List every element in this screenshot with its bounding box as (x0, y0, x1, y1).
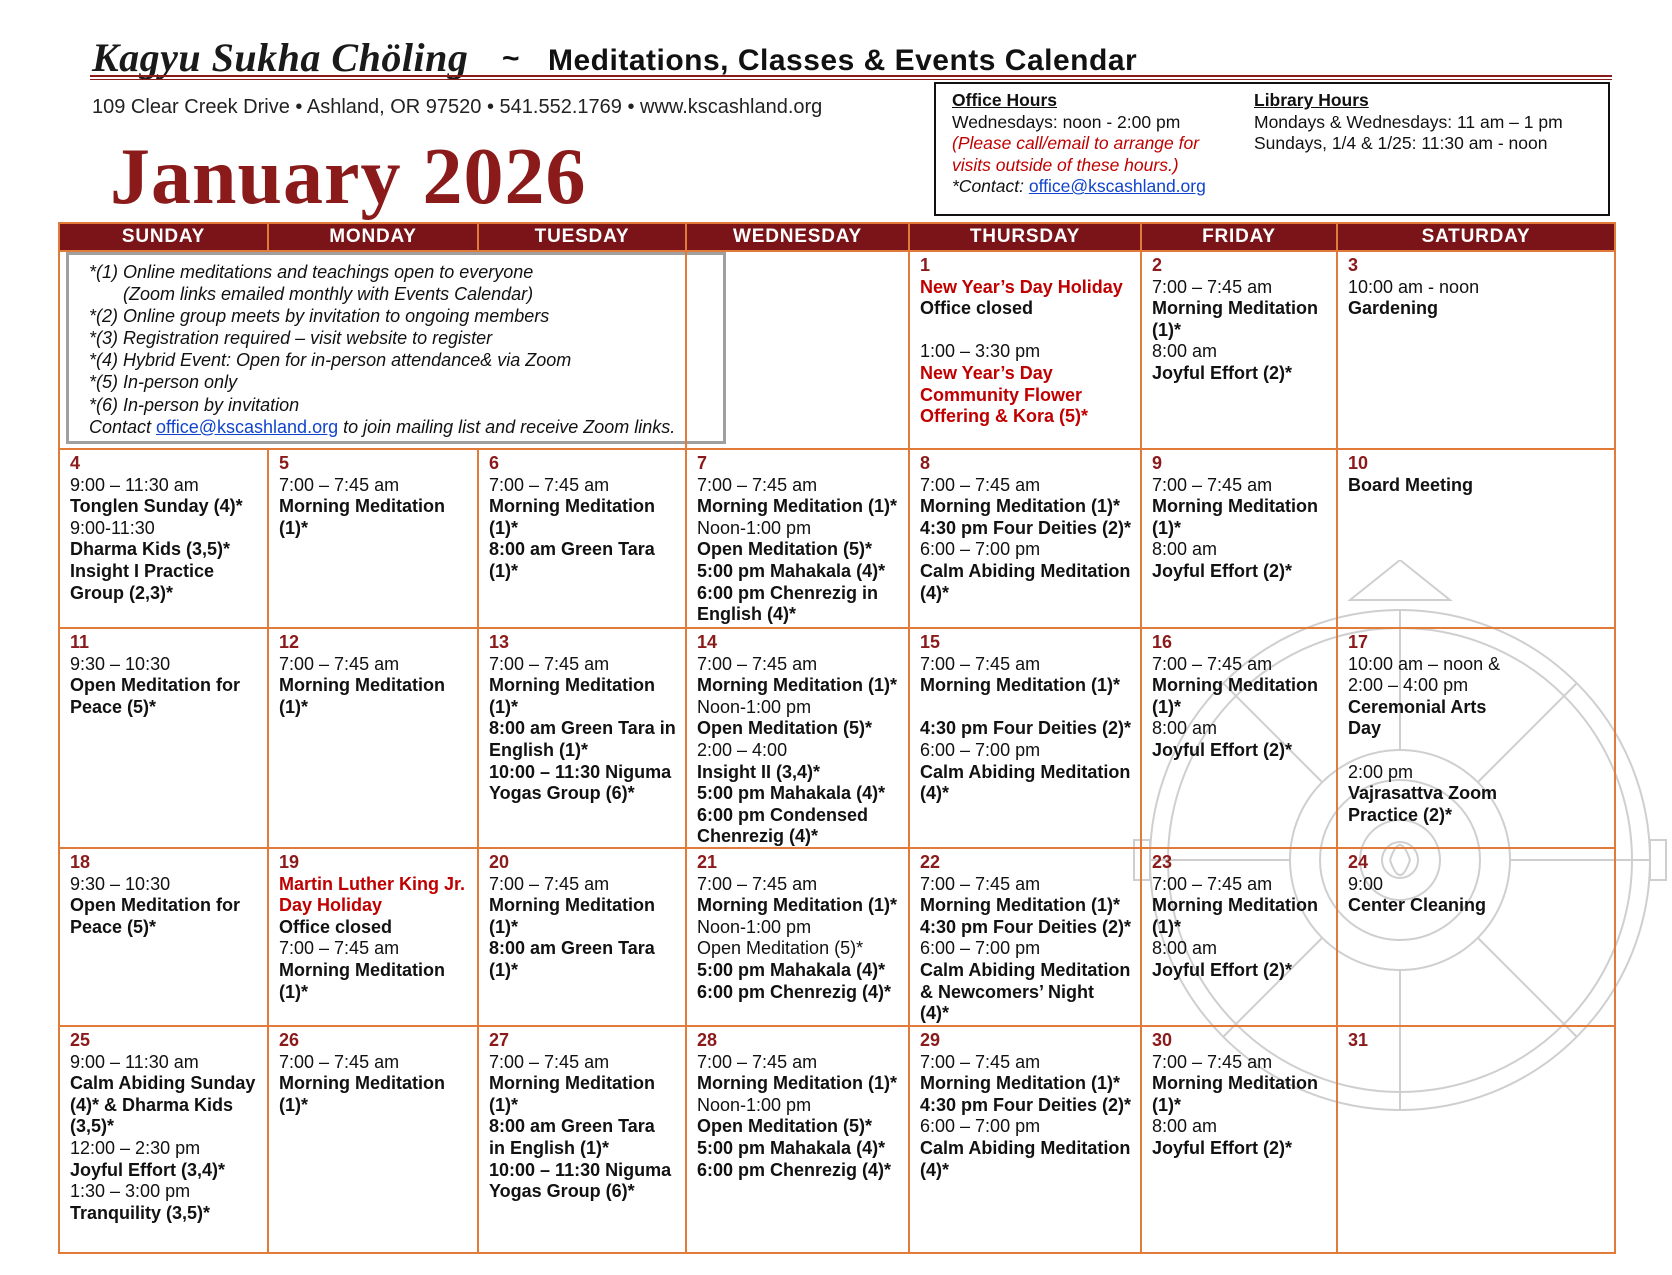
weekday-thursday: THURSDAY (908, 222, 1142, 252)
event-line: (1)* (279, 981, 309, 1002)
event-line: 7:00 – 7:45 am (1152, 276, 1273, 297)
event-line: 2:00 pm (1348, 761, 1414, 782)
day-number: 17 (1348, 632, 1369, 652)
day-cell-29[interactable] (908, 1025, 1142, 1254)
event-line: 8:00 am (1152, 938, 1218, 959)
event-line: 7:00 – 7:45 am (489, 1051, 610, 1072)
event-line: (1)* (489, 560, 519, 581)
event-line: Morning Meditation (1152, 298, 1318, 319)
day-cell-23[interactable] (1140, 847, 1338, 1027)
day-number: 10 (1348, 453, 1369, 473)
event-line: (1)* (279, 696, 309, 717)
day-number: 14 (697, 632, 718, 652)
event-line: Noon-1:00 pm (697, 916, 812, 937)
contact-suffix: to join mailing list and receive Zoom links. (338, 416, 676, 437)
event-line: 2:00 – 4:00 (697, 739, 788, 760)
day-number: 6 (489, 453, 500, 473)
event-line: (3,5)* (70, 1116, 115, 1137)
day-number: 3 (1348, 255, 1359, 275)
day-cell-31[interactable] (1336, 1025, 1616, 1254)
event-line: Morning Meditation (1)* (697, 895, 897, 916)
event-line: Morning Meditation (279, 496, 445, 517)
event-line: Peace (5)* (70, 696, 157, 717)
event-line: Calm Abiding Sunday (70, 1073, 256, 1094)
office-hours-note-1: (Please call/email to arrange for (952, 133, 1200, 153)
event-line: (4)* (920, 783, 950, 804)
event-line: Morning Meditation (1)* (920, 496, 1120, 517)
event-line: 7:00 – 7:45 am (697, 873, 818, 894)
event-line: 6:00 pm Chenrezig (4)* (697, 981, 892, 1002)
event-line: 7:00 – 7:45 am (920, 653, 1041, 674)
event-line: 9:00-11:30 (70, 517, 155, 538)
day-cell-3[interactable] (1336, 250, 1616, 450)
event-line: 8:00 am (1152, 1116, 1218, 1137)
calendar-title: Meditations, Classes & Events Calendar (548, 44, 1138, 77)
weekday-sunday: SUNDAY (58, 222, 269, 252)
event-line: 6:00 – 7:00 pm (920, 1116, 1041, 1137)
event-line: Office closed (920, 298, 1034, 319)
day-number: 22 (920, 852, 941, 872)
header-rule-thin (90, 79, 1612, 80)
event-line: 7:00 – 7:45 am (489, 474, 610, 495)
event-line: Center Cleaning (1348, 895, 1487, 916)
event-line: Joyful Effort (2)* (1152, 560, 1293, 581)
event-line: Yogas Group (6)* (489, 1181, 635, 1202)
event-spacer (920, 320, 1132, 342)
event-line: 7:00 – 7:45 am (279, 474, 400, 495)
event-line: 6:00 pm Condensed (697, 804, 869, 825)
event-line: 8:00 am (1152, 539, 1218, 560)
event-line: 10:00 am – noon & (1348, 653, 1501, 674)
day-number: 16 (1152, 632, 1173, 652)
day-cell-7[interactable] (685, 448, 910, 629)
day-cell-22[interactable] (908, 847, 1142, 1027)
event-line: 8:00 am (1152, 341, 1218, 362)
event-line: 10:00 am - noon (1348, 276, 1480, 297)
event-line: (1)* (1152, 1094, 1182, 1115)
event-line: Insight I Practice (70, 560, 215, 581)
event-line: Calm Abiding Meditation (920, 959, 1131, 980)
day-number: 9 (1152, 453, 1163, 473)
event-line: Noon-1:00 pm (697, 1094, 812, 1115)
event-line: 7:00 – 7:45 am (279, 653, 400, 674)
event-line: (1)* (489, 916, 519, 937)
event-line: 7:00 – 7:45 am (1152, 474, 1273, 495)
day-cell-28[interactable] (685, 1025, 910, 1254)
event-line: 10:00 – 11:30 Niguma (489, 761, 672, 782)
event-line: Morning Meditation (1152, 1073, 1318, 1094)
event-line: 7:00 – 7:45 am (489, 873, 610, 894)
day-number: 12 (279, 632, 300, 652)
legend-email-link[interactable]: office@kscashland.org (156, 416, 339, 437)
address-line: 109 Clear Creek Drive • Ashland, OR 97520 • 541.552.1769 • www.kscashland.org (92, 96, 823, 118)
event-line: 4:30 pm Four Deities (2)* (920, 916, 1132, 937)
event-line: 9:00 – 11:30 am (70, 474, 199, 495)
event-line: (4)* (920, 582, 950, 603)
day-cell-21[interactable] (685, 847, 910, 1027)
legend-line: *(5) In-person only (89, 372, 238, 393)
event-line: 8:00 am Green Tara (489, 1116, 655, 1137)
day-number: 15 (920, 632, 941, 652)
event-line: 7:00 – 7:45 am (279, 938, 400, 959)
day-cell-9[interactable] (1140, 448, 1338, 629)
library-hours (1254, 90, 1563, 155)
event-line: (1)* (1152, 916, 1182, 937)
event-line: Open Meditation (5)* (697, 938, 864, 959)
event-line: Open Meditation (5)* (697, 718, 872, 739)
weekday-friday: FRIDAY (1140, 222, 1338, 252)
day-cell-11[interactable] (58, 627, 269, 849)
day-cell-5[interactable] (267, 448, 479, 629)
event-line: 7:00 – 7:45 am (1152, 1051, 1273, 1072)
day-number: 29 (920, 1030, 941, 1050)
day-number: 13 (489, 632, 510, 652)
day-number: 5 (279, 453, 290, 473)
event-line: 8:00 am Green Tara in (489, 718, 676, 739)
event-line: (1)* (1152, 319, 1182, 340)
event-line: Morning Meditation (489, 675, 655, 696)
day-cell-24[interactable] (1336, 847, 1616, 1027)
event-line: in English (1)* (489, 1137, 610, 1158)
contact-prefix: Contact (89, 416, 157, 437)
day-cell-12[interactable] (267, 627, 479, 849)
event-line: 7:00 – 7:45 am (697, 653, 818, 674)
event-line: Calm Abiding Meditation (920, 1137, 1131, 1158)
day-number: 1 (920, 255, 931, 275)
event-line: Joyful Effort (2)* (1152, 362, 1293, 383)
legend-line: *(4) Hybrid Event: Open for in-person attendance& via Zoom (89, 350, 572, 371)
day-cell-empty (685, 250, 910, 450)
day-number: 28 (697, 1030, 718, 1050)
event-line: 4:30 pm Four Deities (2)* (920, 517, 1132, 538)
day-cell-13[interactable] (477, 627, 687, 849)
event-line: Tranquility (3,5)* (70, 1202, 211, 1223)
day-number: 23 (1152, 852, 1173, 872)
event-line: Morning Meditation (1)* (697, 496, 897, 517)
event-line: Community Flower (920, 384, 1083, 405)
event-line: Joyful Effort (3,4)* (70, 1159, 226, 1180)
event-line: (1)* (489, 1094, 519, 1115)
event-line: 7:00 – 7:45 am (697, 474, 818, 495)
event-line: 8:00 am (1152, 718, 1218, 739)
day-number: 4 (70, 453, 81, 473)
event-line: 8:00 am Green Tara (489, 938, 655, 959)
event-line: & Newcomers’ Night (920, 981, 1095, 1002)
event-line: Board Meeting (1348, 474, 1474, 495)
event-line: New Year’s Day (920, 362, 1053, 383)
event-line: Day (1348, 718, 1382, 739)
day-number: 24 (1348, 852, 1369, 872)
weekday-wednesday: WEDNESDAY (685, 222, 910, 252)
event-line: (4)* (920, 1159, 950, 1180)
event-line: 7:00 – 7:45 am (697, 1051, 818, 1072)
event-line: 4:30 pm Four Deities (2)* (920, 718, 1132, 739)
office-contact (952, 176, 1206, 198)
event-line: 10:00 – 11:30 Niguma (489, 1159, 672, 1180)
office-hours-line: Wednesdays: noon - 2:00 pm (952, 111, 1181, 132)
day-cell-17[interactable] (1336, 627, 1616, 849)
day-cell-6[interactable] (477, 448, 687, 629)
event-line: Morning Meditation (1152, 496, 1318, 517)
day-number: 18 (70, 852, 91, 872)
day-cell-16[interactable] (1140, 627, 1338, 849)
event-line: (1)* (489, 517, 519, 538)
event-line: Joyful Effort (2)* (1152, 959, 1293, 980)
event-line: 9:30 – 10:30 (70, 653, 171, 674)
day-number: 20 (489, 852, 510, 872)
event-line: (1)* (1152, 517, 1182, 538)
event-line: 12:00 – 2:30 pm (70, 1137, 201, 1158)
event-line: Morning Meditation (279, 959, 445, 980)
event-line: 6:00 – 7:00 pm (920, 739, 1041, 760)
day-cell-19[interactable] (267, 847, 479, 1027)
event-line: Morning Meditation (1152, 675, 1318, 696)
event-line: 7:00 – 7:45 am (279, 1051, 400, 1072)
event-line: (4)* & Dharma Kids (70, 1094, 234, 1115)
event-line: Morning Meditation (489, 496, 655, 517)
day-cell-10[interactable] (1336, 448, 1616, 629)
event-line: (1)* (1152, 696, 1182, 717)
office-email-link[interactable]: office@kscashland.org (1028, 176, 1206, 196)
day-cell-26[interactable] (267, 1025, 479, 1254)
day-number: 25 (70, 1030, 91, 1050)
day-cell-30[interactable] (1140, 1025, 1338, 1254)
event-line: 5:00 pm Mahakala (4)* (697, 560, 886, 581)
event-line: 8:00 am Green Tara (489, 539, 655, 560)
day-number: 26 (279, 1030, 300, 1050)
event-line: 9:00 – 11:30 am (70, 1051, 199, 1072)
legend-line: *(1) Online meditations and teachings open to everyone (89, 262, 534, 282)
event-line: Insight II (3,4)* (697, 761, 821, 782)
event-line: 5:00 pm Mahakala (4)* (697, 1137, 886, 1158)
event-line: 6:00 – 7:00 pm (920, 938, 1041, 959)
event-line: Open Meditation (5)* (697, 1116, 872, 1137)
office-hours-note-2: visits outside of these hours.) (952, 154, 1179, 175)
day-number: 31 (1348, 1030, 1369, 1050)
event-line: Peace (5)* (70, 916, 157, 937)
day-cell-2[interactable] (1140, 250, 1338, 450)
legend-notes (66, 252, 726, 444)
event-line: 7:00 – 7:45 am (489, 653, 610, 674)
event-line: Calm Abiding Meditation (920, 761, 1131, 782)
event-line: 5:00 pm Mahakala (4)* (697, 959, 886, 980)
event-line: 6:00 pm Chenrezig (4)* (697, 1159, 892, 1180)
event-line: (1)* (489, 696, 519, 717)
hours-box (934, 82, 1610, 216)
header-rule (90, 75, 1612, 77)
day-cell-25[interactable] (58, 1025, 269, 1254)
legend-line: *(2) Online group meets by invitation to ongoing members (89, 306, 550, 327)
event-line: Office closed (279, 916, 393, 937)
event-line: Morning Meditation (279, 1073, 445, 1094)
event-line: Practice (2)* (1348, 804, 1453, 825)
event-line: Group (2,3)* (70, 582, 174, 603)
event-line: 4:30 pm Four Deities (2)* (920, 1094, 1132, 1115)
legend-contact (89, 416, 723, 438)
day-cell-4[interactable] (58, 448, 269, 629)
event-line: Dharma Kids (3,5)* (70, 539, 231, 560)
event-line: 9:00 (1348, 873, 1384, 894)
day-number: 2 (1152, 255, 1163, 275)
event-line: 7:00 – 7:45 am (920, 1051, 1041, 1072)
day-number: 21 (697, 852, 718, 872)
event-spacer (920, 697, 1132, 719)
event-line: Morning Meditation (1152, 895, 1318, 916)
day-cell-15[interactable] (908, 627, 1142, 849)
event-line: Chenrezig (4)* (697, 826, 819, 847)
event-line: (1)* (279, 517, 309, 538)
event-line: Morning Meditation (1)* (697, 675, 897, 696)
event-line: Morning Meditation (279, 675, 445, 696)
event-line: Day Holiday (279, 895, 383, 916)
library-hours-line-2: Sundays, 1/4 & 1/25: 11:30 am - noon (1254, 133, 1548, 153)
event-line: Morning Meditation (1)* (920, 895, 1120, 916)
day-cell-27[interactable] (477, 1025, 687, 1254)
day-cell-20[interactable] (477, 847, 687, 1027)
org-name: Kagyu Sukha Chöling (92, 35, 469, 80)
day-cell-18[interactable] (58, 847, 269, 1027)
event-line: Open Meditation for (70, 895, 240, 916)
event-line: Tonglen Sunday (4)* (70, 496, 243, 517)
event-line: 1:00 – 3:30 pm (920, 341, 1041, 362)
event-line: 7:00 – 7:45 am (920, 873, 1041, 894)
event-line: Joyful Effort (2)* (1152, 1137, 1293, 1158)
title-separator: ~ (502, 42, 520, 75)
office-hours-heading: Office Hours (952, 90, 1058, 110)
event-line: (1)* (489, 959, 519, 980)
event-line: Vajrasattva Zoom (1348, 783, 1498, 804)
event-line: Calm Abiding Meditation (920, 560, 1131, 581)
event-line: Yogas Group (6)* (489, 783, 635, 804)
event-line: Noon-1:00 pm (697, 517, 812, 538)
legend-line: *(6) In-person by invitation (89, 394, 300, 415)
event-line: 7:00 – 7:45 am (1152, 653, 1273, 674)
event-line: Morning Meditation (1)* (697, 1073, 897, 1094)
event-line: Ceremonial Arts (1348, 696, 1487, 717)
event-line: Noon-1:00 pm (697, 696, 812, 717)
event-line: 1:30 – 3:00 pm (70, 1181, 191, 1202)
day-cell-1[interactable] (908, 250, 1142, 450)
library-hours-heading: Library Hours (1254, 90, 1369, 110)
day-number: 30 (1152, 1030, 1173, 1050)
event-line: Offering & Kora (5)* (920, 406, 1089, 427)
weekday-tuesday: TUESDAY (477, 222, 687, 252)
legend-line: *(3) Registration required – visit website to register (89, 328, 493, 349)
event-line: Joyful Effort (2)* (1152, 739, 1293, 760)
day-number: 8 (920, 453, 931, 473)
day-cell-8[interactable] (908, 448, 1142, 629)
event-line: 7:00 – 7:45 am (1152, 873, 1273, 894)
event-line: Morning Meditation (489, 895, 655, 916)
day-number: 11 (70, 632, 90, 652)
event-line: New Year’s Day Holiday (920, 276, 1123, 297)
event-line: 6:00 pm Chenrezig in (697, 582, 879, 603)
event-line: Open Meditation (5)* (697, 539, 872, 560)
month-title: January 2026 (110, 133, 587, 221)
weekday-saturday: SATURDAY (1336, 222, 1616, 252)
event-line: Morning Meditation (1)* (920, 1073, 1120, 1094)
event-line: (1)* (279, 1094, 309, 1115)
library-hours-line-1: Mondays & Wednesdays: 11 am – 1 pm (1254, 111, 1563, 132)
event-spacer (1348, 740, 1606, 762)
event-line: 2:00 – 4:00 pm (1348, 675, 1469, 696)
event-line: 6:00 – 7:00 pm (920, 539, 1041, 560)
day-number: 7 (697, 453, 708, 473)
event-line: Open Meditation for (70, 675, 240, 696)
event-line: Morning Meditation (489, 1073, 655, 1094)
event-line: 9:30 – 10:30 (70, 873, 171, 894)
day-number: 19 (279, 852, 300, 872)
day-cell-14[interactable] (685, 627, 910, 849)
contact-label: *Contact: (952, 176, 1029, 196)
event-line: Gardening (1348, 298, 1439, 319)
office-hours (952, 90, 1206, 198)
event-line: (4)* (920, 1003, 950, 1024)
event-line: English (4)* (697, 604, 797, 625)
event-line: Morning Meditation (1)* (920, 675, 1120, 696)
legend-line: (Zoom links emailed monthly with Events Calendar) (123, 284, 534, 305)
event-line: 7:00 – 7:45 am (920, 474, 1041, 495)
day-number: 27 (489, 1030, 510, 1050)
event-line: English (1)* (489, 739, 589, 760)
weekday-monday: MONDAY (267, 222, 479, 252)
event-line: Martin Luther King Jr. (279, 873, 466, 894)
event-line: 5:00 pm Mahakala (4)* (697, 783, 886, 804)
calendar-grid (58, 222, 1616, 1254)
